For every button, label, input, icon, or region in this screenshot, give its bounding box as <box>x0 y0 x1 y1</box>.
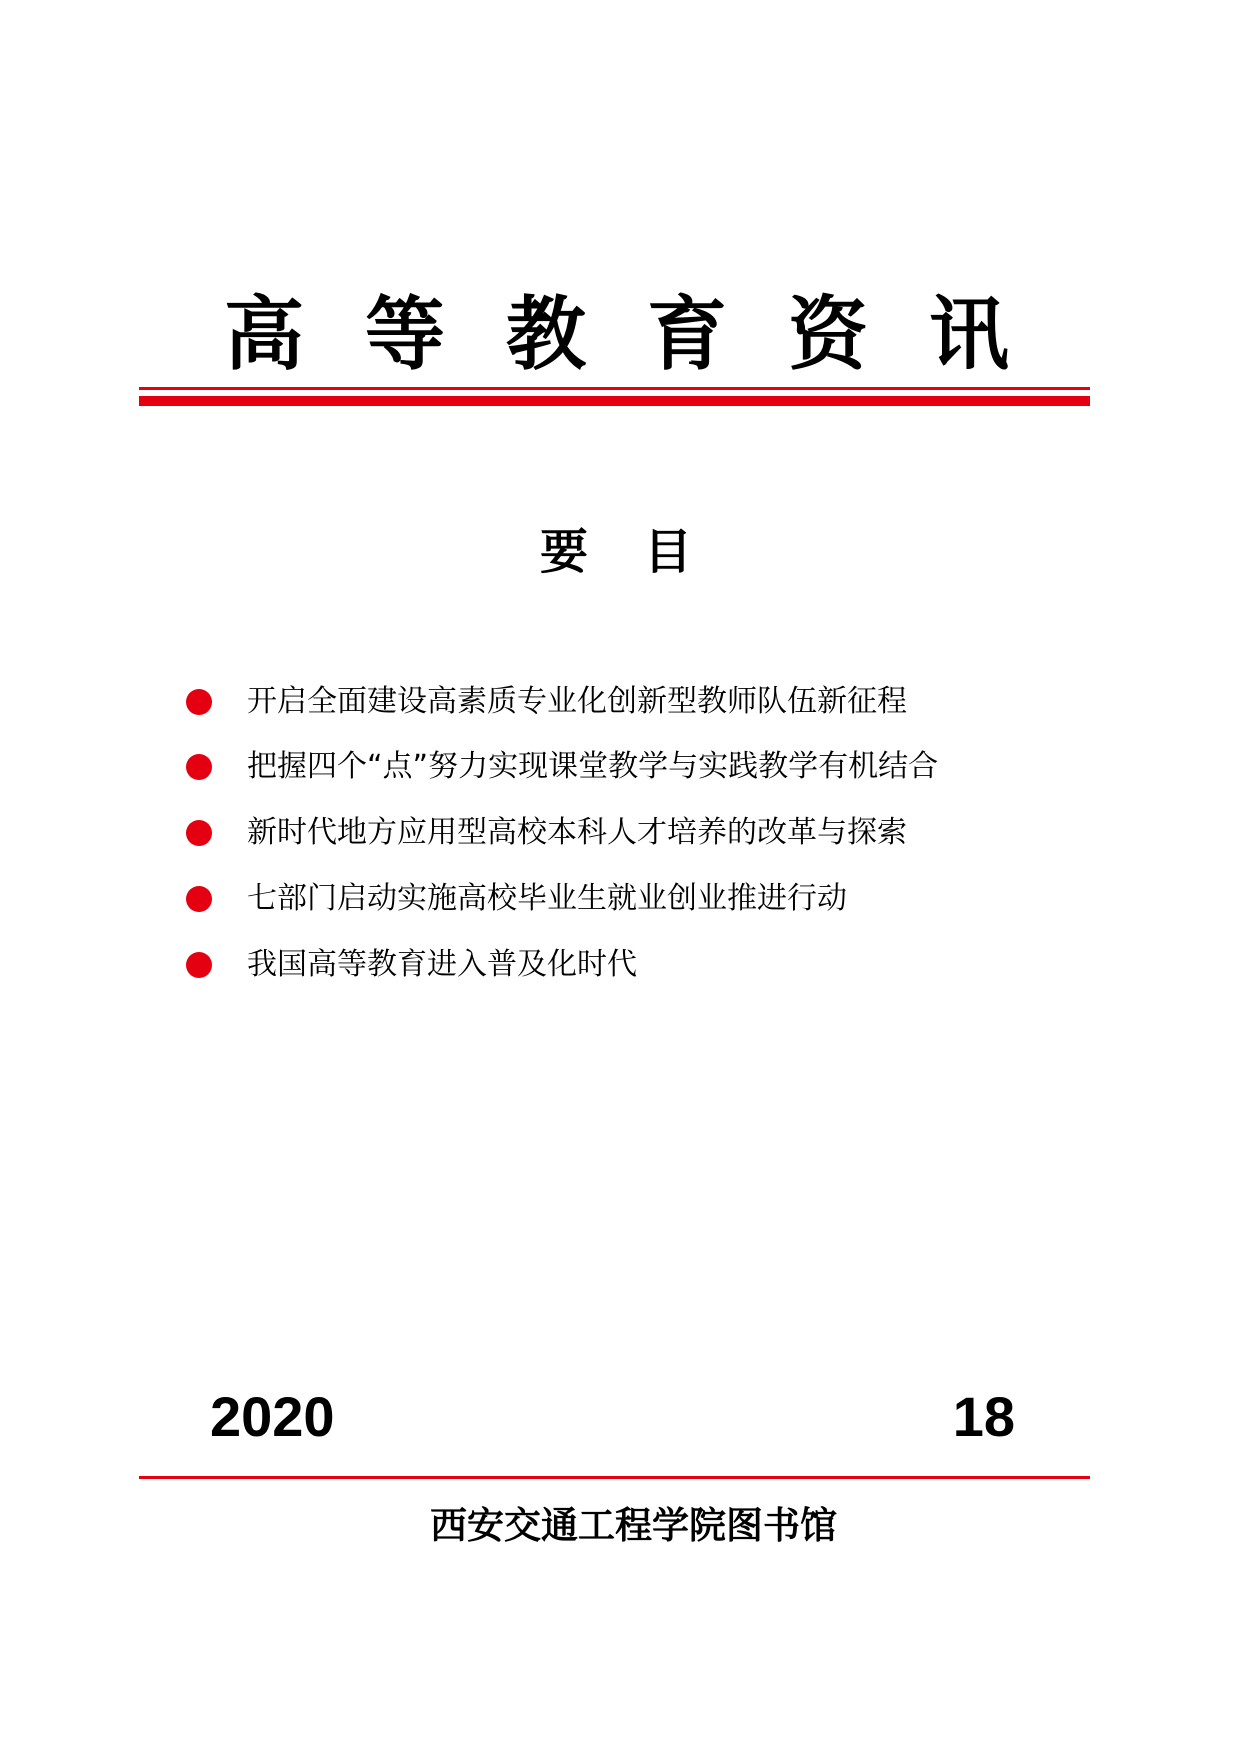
toc-item <box>186 813 1086 853</box>
toc-item <box>186 945 1086 985</box>
issue-number: 18 <box>952 1385 1015 1448</box>
toc-item-text: 我国高等教育进入普及化时代 <box>247 947 637 982</box>
toc-item <box>186 879 1086 919</box>
toc-item <box>186 747 1086 787</box>
bullet-icon <box>186 886 212 912</box>
bullet-icon <box>186 689 212 715</box>
toc-item-text: 开启全面建设高素质专业化创新型教师队伍新征程 <box>247 684 907 719</box>
bullet-icon <box>186 952 212 978</box>
issue-year: 2020 <box>210 1385 335 1448</box>
publisher-name: 西安交通工程学院图书馆 <box>430 1504 837 1547</box>
toc-item-text: 把握四个“点”努力实现课堂教学与实践教学有机结合 <box>247 749 939 784</box>
masthead-rule-thick <box>139 396 1090 406</box>
footer-rule <box>139 1476 1090 1479</box>
bullet-icon <box>186 754 212 780</box>
masthead-title: 高等教育资讯 <box>224 287 1070 381</box>
bullet-icon <box>186 820 212 846</box>
toc-item-text: 七部门启动实施高校毕业生就业创业推进行动 <box>247 881 847 916</box>
toc-heading: 要目 <box>540 524 749 580</box>
toc-item <box>186 682 1086 722</box>
masthead-rule-thin <box>139 387 1090 390</box>
toc-item-text: 新时代地方应用型高校本科人才培养的改革与探索 <box>247 815 907 850</box>
